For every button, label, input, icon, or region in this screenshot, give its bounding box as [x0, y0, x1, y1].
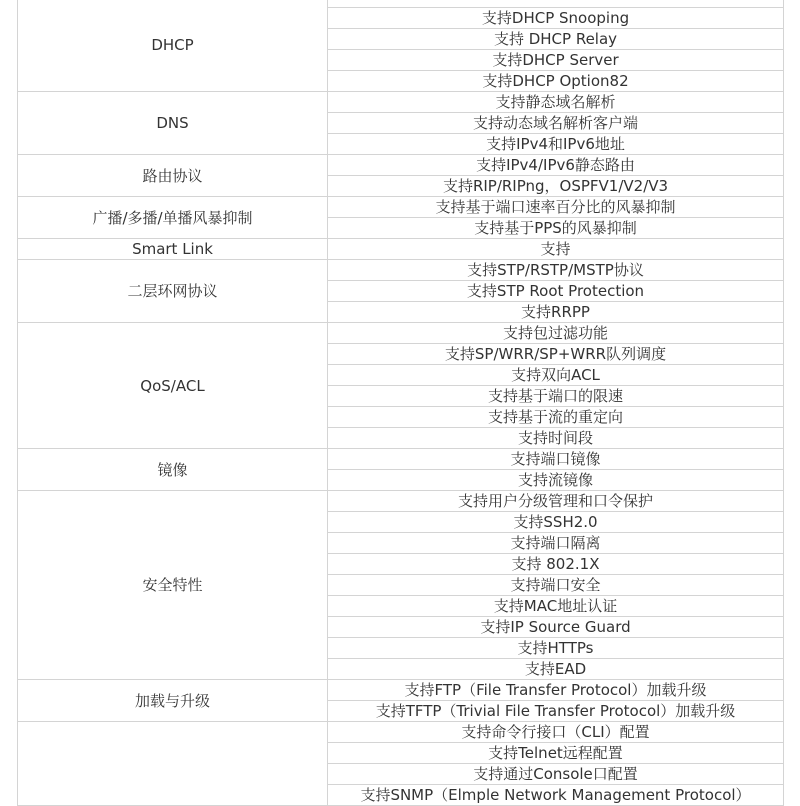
- feature-cell: 支持RIP/RIPng，OSPFV1/V2/V3: [328, 176, 784, 197]
- feature-cell: 支持端口隔离: [328, 533, 784, 554]
- table-row: [18, 323, 784, 344]
- category-cell: 广播/多播/单播风暴抑制: [18, 197, 328, 239]
- category-cell: DNS: [18, 92, 328, 155]
- table-row: [18, 449, 784, 470]
- feature-cell: 支持SNMP（Elmple Network Management Protocol）: [328, 785, 784, 806]
- feature-cell: 支持IPv4/IPv6静态路由: [328, 155, 784, 176]
- feature-cell: 支持双向ACL: [328, 365, 784, 386]
- category-cell: 镜像: [18, 449, 328, 491]
- feature-cell: 支持静态域名解析: [328, 92, 784, 113]
- feature-cell: 支持SP/WRR/SP+WRR队列调度: [328, 344, 784, 365]
- table-row: [18, 239, 784, 260]
- feature-cell: 支持基于流的重定向: [328, 407, 784, 428]
- feature-cell: 支持STP/RSTP/MSTP协议: [328, 260, 784, 281]
- feature-cell: 支持流镜像: [328, 470, 784, 491]
- feature-cell: 支持用户分级管理和口令保护: [328, 491, 784, 512]
- blank-cell: [328, 0, 784, 8]
- feature-cell: 支持基于PPS的风暴抑制: [328, 218, 784, 239]
- table-row: [18, 0, 784, 8]
- feature-cell: 支持TFTP（Trivial File Transfer Protocol）加载升级: [328, 701, 784, 722]
- feature-cell: 支持 DHCP Relay: [328, 29, 784, 50]
- feature-cell: 支持命令行接口（CLI）配置: [328, 722, 784, 743]
- feature-cell: 支持DHCP Snooping: [328, 8, 784, 29]
- spec-table-body: [18, 0, 784, 806]
- feature-cell: 支持动态域名解析客户端: [328, 113, 784, 134]
- category-cell: [18, 722, 328, 806]
- category-cell: 二层环网协议: [18, 260, 328, 323]
- table-row: [18, 260, 784, 281]
- feature-cell: 支持端口镜像: [328, 449, 784, 470]
- feature-cell: 支持通过Console口配置: [328, 764, 784, 785]
- category-cell: DHCP: [18, 0, 328, 92]
- feature-cell: 支持 802.1X: [328, 554, 784, 575]
- feature-cell: 支持DHCP Option82: [328, 71, 784, 92]
- feature-cell: 支持时间段: [328, 428, 784, 449]
- feature-cell: 支持端口安全: [328, 575, 784, 596]
- feature-cell: 支持HTTPs: [328, 638, 784, 659]
- table-row: [18, 92, 784, 113]
- feature-cell: 支持EAD: [328, 659, 784, 680]
- table-row: [18, 197, 784, 218]
- table-row: [18, 491, 784, 512]
- feature-cell: 支持RRPP: [328, 302, 784, 323]
- feature-cell: 支持SSH2.0: [328, 512, 784, 533]
- table-row: [18, 680, 784, 701]
- feature-cell: 支持MAC地址认证: [328, 596, 784, 617]
- feature-cell: 支持IP Source Guard: [328, 617, 784, 638]
- feature-cell: 支持包过滤功能: [328, 323, 784, 344]
- feature-cell: 支持IPv4和IPv6地址: [328, 134, 784, 155]
- category-cell: QoS/ACL: [18, 323, 328, 449]
- spec-table: [17, 0, 784, 806]
- category-cell: 路由协议: [18, 155, 328, 197]
- feature-cell: 支持STP Root Protection: [328, 281, 784, 302]
- feature-cell: 支持FTP（File Transfer Protocol）加载升级: [328, 680, 784, 701]
- feature-cell: 支持Telnet远程配置: [328, 743, 784, 764]
- feature-cell: 支持基于端口的限速: [328, 386, 784, 407]
- category-cell: 安全特性: [18, 491, 328, 680]
- feature-cell: 支持基于端口速率百分比的风暴抑制: [328, 197, 784, 218]
- category-cell: Smart Link: [18, 239, 328, 260]
- feature-cell: 支持DHCP Server: [328, 50, 784, 71]
- table-row: [18, 722, 784, 743]
- category-cell: 加载与升级: [18, 680, 328, 722]
- table-row: [18, 155, 784, 176]
- feature-cell: 支持: [328, 239, 784, 260]
